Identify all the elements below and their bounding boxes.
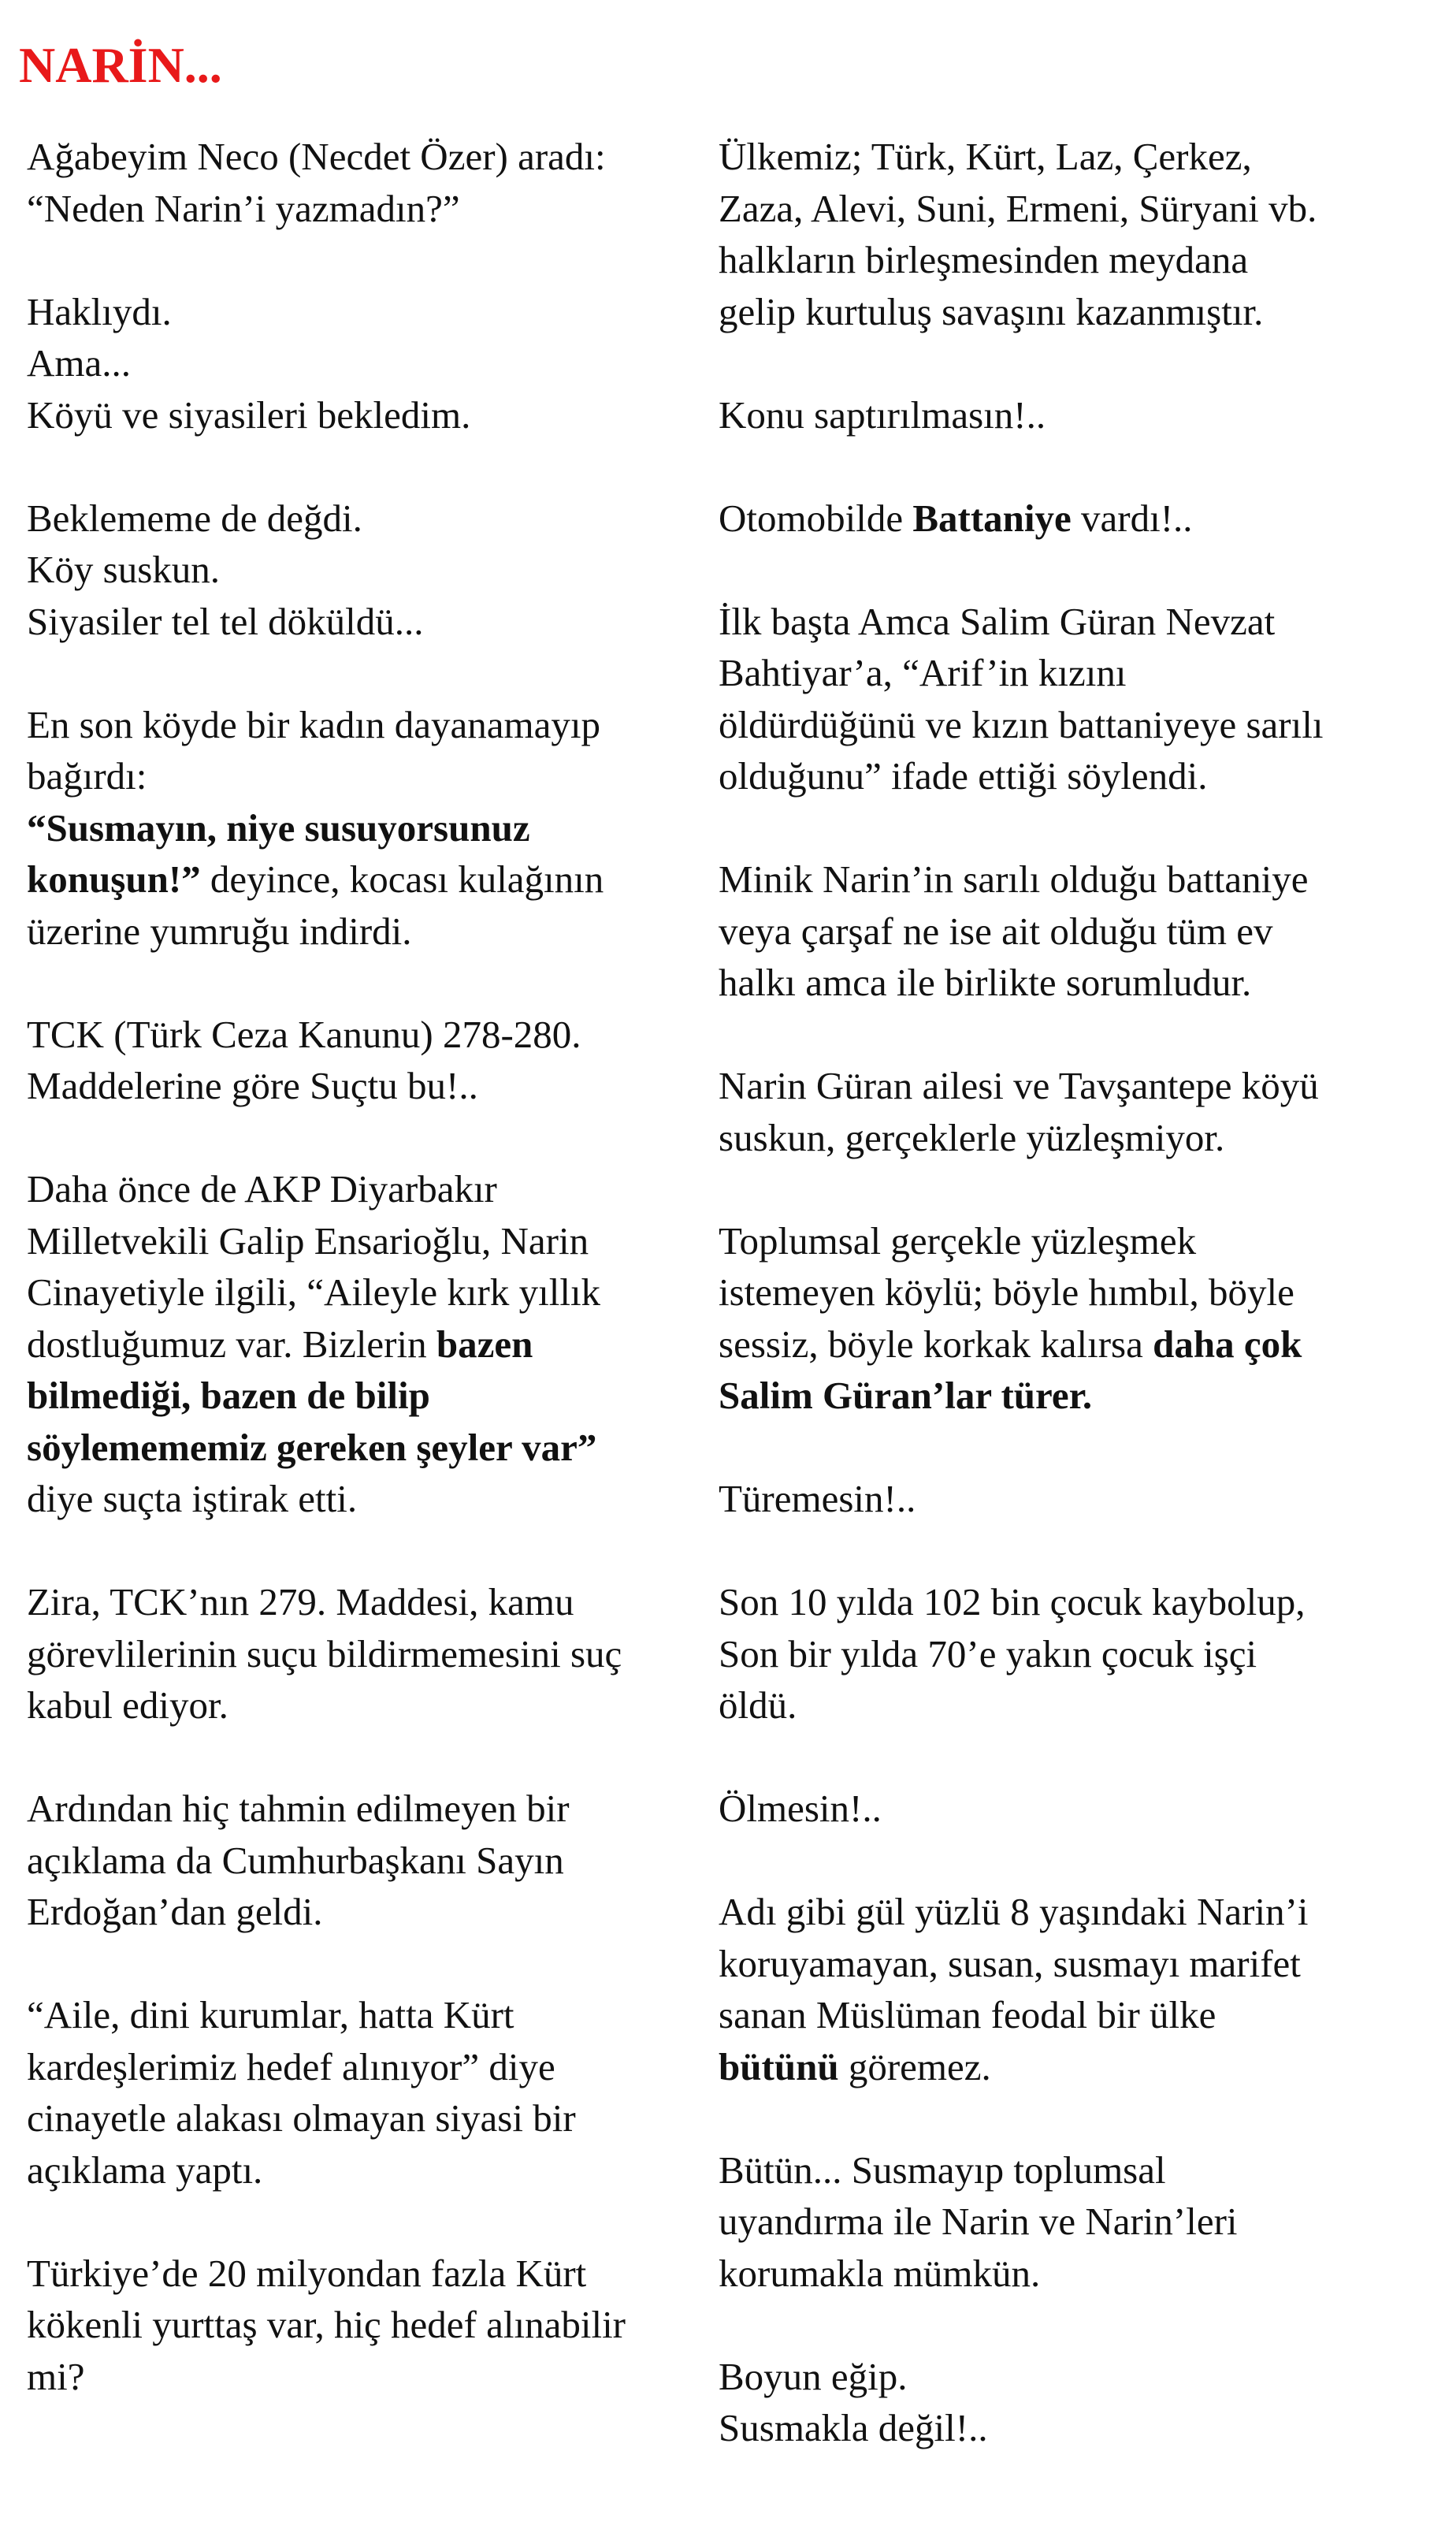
text-line bbox=[719, 2402, 1428, 2454]
text-segment: koruyamayan, susan, susmayı marifet bbox=[719, 1941, 1301, 1985]
text-segment: diye suçta iştirak etti. bbox=[27, 1477, 358, 1520]
text-segment: Ölmesin!.. bbox=[719, 1787, 882, 1830]
text-segment: Milletvekili Galip Ensarioğlu, Narin bbox=[27, 1218, 589, 1263]
paragraph bbox=[719, 1215, 1428, 1422]
text-line bbox=[719, 699, 1428, 751]
text-segment: göremez. bbox=[838, 2044, 991, 2088]
text-line bbox=[27, 1266, 704, 1318]
bold-text: bütünü bbox=[719, 2044, 839, 2088]
text-line bbox=[27, 906, 704, 958]
text-line bbox=[27, 1783, 704, 1835]
text-line bbox=[27, 493, 704, 545]
text-segment: suskun, gerçeklerle yüzleşmiyor. bbox=[719, 1115, 1225, 1159]
text-segment: Ardından hiç tahmin edilmeyen bir bbox=[27, 1787, 570, 1830]
text-line bbox=[719, 1628, 1428, 1680]
text-line bbox=[719, 1989, 1428, 2041]
text-line bbox=[27, 1009, 704, 1061]
text-line bbox=[719, 1215, 1428, 1267]
text-segment: Narin Güran ailesi ve Tavşantepe köyü bbox=[719, 1064, 1319, 1107]
paragraph bbox=[719, 1886, 1428, 2092]
paragraph bbox=[27, 286, 704, 441]
bold-text: söylemememiz gereken şeyler var” bbox=[27, 1425, 597, 1469]
text-segment: görevlilerinin suçu bildirmemesini suç bbox=[27, 1631, 622, 1675]
text-segment: Türkiye’de 20 milyondan fazla Kürt bbox=[27, 2251, 587, 2295]
text-line bbox=[27, 1989, 704, 2041]
text-line bbox=[27, 2351, 704, 2403]
text-segment: Erdoğan’dan geldi. bbox=[27, 1890, 323, 1933]
text-segment: cinayetle alakası olmayan siyasi bir bbox=[27, 2096, 576, 2140]
text-line bbox=[719, 1783, 1428, 1835]
text-segment: üzerine yumruğu indirdi. bbox=[27, 909, 412, 953]
text-line bbox=[719, 1060, 1428, 1112]
text-line bbox=[27, 2144, 704, 2196]
paragraph bbox=[719, 131, 1428, 337]
text-line bbox=[27, 750, 704, 802]
paragraph bbox=[27, 493, 704, 648]
text-line bbox=[719, 854, 1428, 906]
paragraph bbox=[719, 2351, 1428, 2454]
bold-text: Salim Güran’lar türer. bbox=[719, 1374, 1093, 1417]
text-line bbox=[27, 183, 704, 235]
text-line bbox=[719, 183, 1428, 235]
text-line bbox=[719, 1938, 1428, 1990]
text-segment: Cinayetiyle ilgili, “Aileyle kırk yıllık bbox=[27, 1270, 601, 1314]
text-segment: “Neden Narin’i yazmadın?” bbox=[27, 186, 460, 230]
text-line bbox=[719, 1112, 1428, 1164]
paragraph bbox=[27, 1989, 704, 2196]
text-segment: “Aile, dini kurumlar, hatta Kürt bbox=[27, 1993, 514, 2036]
text-segment: kardeşlerimiz hedef alınıyor” diye bbox=[27, 2044, 555, 2088]
text-segment: halkların birleşmesinden meydana bbox=[719, 238, 1249, 281]
text-segment: Türemesin!.. bbox=[719, 1477, 916, 1520]
text-segment: Boyun eğip. bbox=[719, 2354, 908, 2398]
text-line bbox=[27, 131, 704, 183]
text-segment: açıklama da Cumhurbaşkanı Sayın bbox=[27, 1838, 564, 1882]
text-segment: olduğunu” ifade ettiği söylendi. bbox=[719, 754, 1208, 798]
paragraph bbox=[719, 1060, 1428, 1163]
text-line bbox=[27, 1318, 704, 1370]
text-segment: Zaza, Alevi, Suni, Ermeni, Süryani vb. bbox=[719, 186, 1317, 230]
text-segment: vardı!.. bbox=[1071, 496, 1193, 540]
text-line bbox=[719, 906, 1428, 958]
text-line bbox=[719, 750, 1428, 802]
text-line bbox=[719, 1576, 1428, 1628]
text-segment: Siyasiler tel tel döküldü... bbox=[27, 599, 424, 643]
text-line bbox=[27, 2092, 704, 2144]
text-line bbox=[719, 647, 1428, 699]
text-line bbox=[27, 1370, 704, 1422]
text-line bbox=[27, 1163, 704, 1215]
text-line bbox=[719, 957, 1428, 1009]
paragraph bbox=[27, 131, 704, 234]
paragraph bbox=[719, 1783, 1428, 1835]
paragraph bbox=[719, 1576, 1428, 1731]
text-segment: Köy suskun. bbox=[27, 548, 221, 591]
text-segment: kabul ediyor. bbox=[27, 1683, 228, 1727]
text-line bbox=[719, 2248, 1428, 2300]
left-column bbox=[27, 131, 704, 2454]
text-line bbox=[27, 1060, 704, 1112]
text-line bbox=[719, 234, 1428, 286]
paragraph bbox=[719, 389, 1428, 441]
text-line bbox=[27, 2248, 704, 2300]
text-segment: öldürdüğünü ve kızın battaniyeye sarılı bbox=[719, 702, 1324, 746]
paragraph bbox=[719, 1473, 1428, 1525]
text-segment: Köyü ve siyasileri bekledim. bbox=[27, 392, 471, 437]
text-segment: mi? bbox=[27, 2354, 85, 2398]
text-segment: Toplumsal gerçekle yüzleşmek bbox=[719, 1218, 1197, 1263]
text-segment: öldü. bbox=[719, 1683, 797, 1727]
text-segment: kökenli yurttaş var, hiç hedef alınabilir bbox=[27, 2303, 626, 2346]
text-segment: dostluğumuz var. Bizlerin bbox=[27, 1322, 436, 1366]
text-segment: Adı gibi gül yüzlü 8 yaşındaki Narin’i bbox=[719, 1890, 1309, 1933]
bold-text: bazen bbox=[436, 1322, 533, 1366]
text-segment: Son 10 yılda 102 bin çocuk kaybolup, bbox=[719, 1580, 1306, 1623]
text-line bbox=[27, 802, 704, 854]
paragraph bbox=[27, 1576, 704, 1731]
paragraph bbox=[719, 493, 1428, 545]
text-segment: Beklememe de değdi. bbox=[27, 496, 362, 540]
bold-text: bilmediği, bazen de bilip bbox=[27, 1374, 430, 1417]
text-segment: istemeyen köylü; böyle hımbıl, böyle bbox=[719, 1270, 1294, 1314]
bold-text: konuşun!” bbox=[27, 857, 201, 901]
text-line bbox=[719, 131, 1428, 183]
text-segment: açıklama yaptı. bbox=[27, 2148, 263, 2192]
paragraph bbox=[27, 1783, 704, 1938]
text-segment: Bahtiyar’a, “Arif’in kızını bbox=[719, 651, 1127, 694]
text-line bbox=[719, 2041, 1428, 2093]
paragraph bbox=[719, 2144, 1428, 2300]
paragraph bbox=[27, 699, 704, 958]
text-line bbox=[27, 699, 704, 751]
text-line bbox=[27, 1628, 704, 1680]
text-line bbox=[719, 286, 1428, 338]
text-line bbox=[719, 1679, 1428, 1731]
text-segment: Daha önce de AKP Diyarbakır bbox=[27, 1167, 497, 1211]
text-segment: korumakla mümkün. bbox=[719, 2251, 1041, 2295]
text-line bbox=[719, 1886, 1428, 1938]
text-line bbox=[719, 596, 1428, 648]
text-segment: Maddelerine göre Suçtu bu!.. bbox=[27, 1064, 478, 1107]
text-line bbox=[719, 1318, 1428, 1370]
text-segment: bağırdı: bbox=[27, 754, 147, 798]
text-segment: gelip kurtuluş savaşını kazanmıştır. bbox=[719, 289, 1264, 333]
text-segment: En son köyde bir kadın dayanamayıp bbox=[27, 702, 601, 746]
text-line bbox=[719, 1370, 1428, 1422]
text-segment: TCK (Türk Ceza Kanunu) 278-280. bbox=[27, 1012, 581, 1056]
text-segment: İlk başta Amca Salim Güran Nevzat bbox=[719, 599, 1276, 643]
text-line bbox=[27, 1679, 704, 1731]
bold-text: Battaniye bbox=[912, 496, 1072, 540]
text-segment: Zira, TCK’nın 279. Maddesi, kamu bbox=[27, 1580, 574, 1623]
text-segment: Ama... bbox=[27, 341, 131, 385]
bold-text: daha çok bbox=[1153, 1322, 1302, 1366]
text-segment: Bütün... Susmayıp toplumsal bbox=[719, 2148, 1166, 2192]
text-line bbox=[27, 1473, 704, 1525]
paragraph bbox=[719, 854, 1428, 1009]
text-segment: Son bir yılda 70’e yakın çocuk işçi bbox=[719, 1631, 1257, 1675]
text-segment: Konu saptırılmasın!.. bbox=[719, 392, 1046, 437]
text-segment: Ülkemiz; Türk, Kürt, Laz, Çerkez, bbox=[719, 135, 1252, 178]
text-segment: Susmakla değil!.. bbox=[719, 2406, 988, 2449]
text-segment: Minik Narin’in sarılı olduğu battaniye bbox=[719, 857, 1309, 901]
paragraph bbox=[27, 1163, 704, 1525]
page-title: NARİN... bbox=[19, 37, 222, 93]
text-line bbox=[27, 337, 704, 389]
text-line bbox=[27, 544, 704, 596]
text-line bbox=[27, 1576, 704, 1628]
text-line bbox=[27, 2041, 704, 2093]
text-segment: Haklıydı. bbox=[27, 289, 172, 333]
text-segment: veya çarşaf ne ise ait olduğu tüm ev bbox=[719, 909, 1273, 953]
text-line bbox=[719, 2196, 1428, 2248]
text-line bbox=[27, 1835, 704, 1887]
right-column bbox=[719, 131, 1428, 2505]
text-segment: halkı amca ile birlikte sorumludur. bbox=[719, 961, 1252, 1004]
text-segment: sanan Müslüman feodal bir ülke bbox=[719, 1993, 1216, 2036]
text-line bbox=[27, 286, 704, 338]
text-line bbox=[27, 389, 704, 441]
text-line bbox=[719, 1473, 1428, 1525]
text-segment: uyandırma ile Narin ve Narin’leri bbox=[719, 2200, 1238, 2243]
paragraph bbox=[27, 1009, 704, 1112]
text-line bbox=[27, 854, 704, 906]
text-segment: Ağabeyim Neco (Necdet Özer) aradı: bbox=[27, 135, 606, 178]
text-line bbox=[27, 1215, 704, 1267]
text-line bbox=[27, 1422, 704, 1474]
text-line bbox=[27, 2299, 704, 2351]
text-line bbox=[719, 1266, 1428, 1318]
text-line bbox=[719, 2144, 1428, 2196]
paragraph bbox=[27, 2248, 704, 2403]
bold-text: “Susmayın, niye susuyorsunuz bbox=[27, 805, 530, 850]
text-line bbox=[719, 493, 1428, 545]
text-segment: sessiz, böyle korkak kalırsa bbox=[719, 1322, 1153, 1366]
text-line bbox=[27, 1886, 704, 1938]
text-line bbox=[27, 596, 704, 648]
text-line bbox=[719, 389, 1428, 441]
paragraph bbox=[719, 596, 1428, 802]
text-line bbox=[719, 2351, 1428, 2403]
text-segment: Otomobilde bbox=[719, 496, 913, 540]
text-segment: deyince, kocası kulağının bbox=[200, 857, 604, 901]
